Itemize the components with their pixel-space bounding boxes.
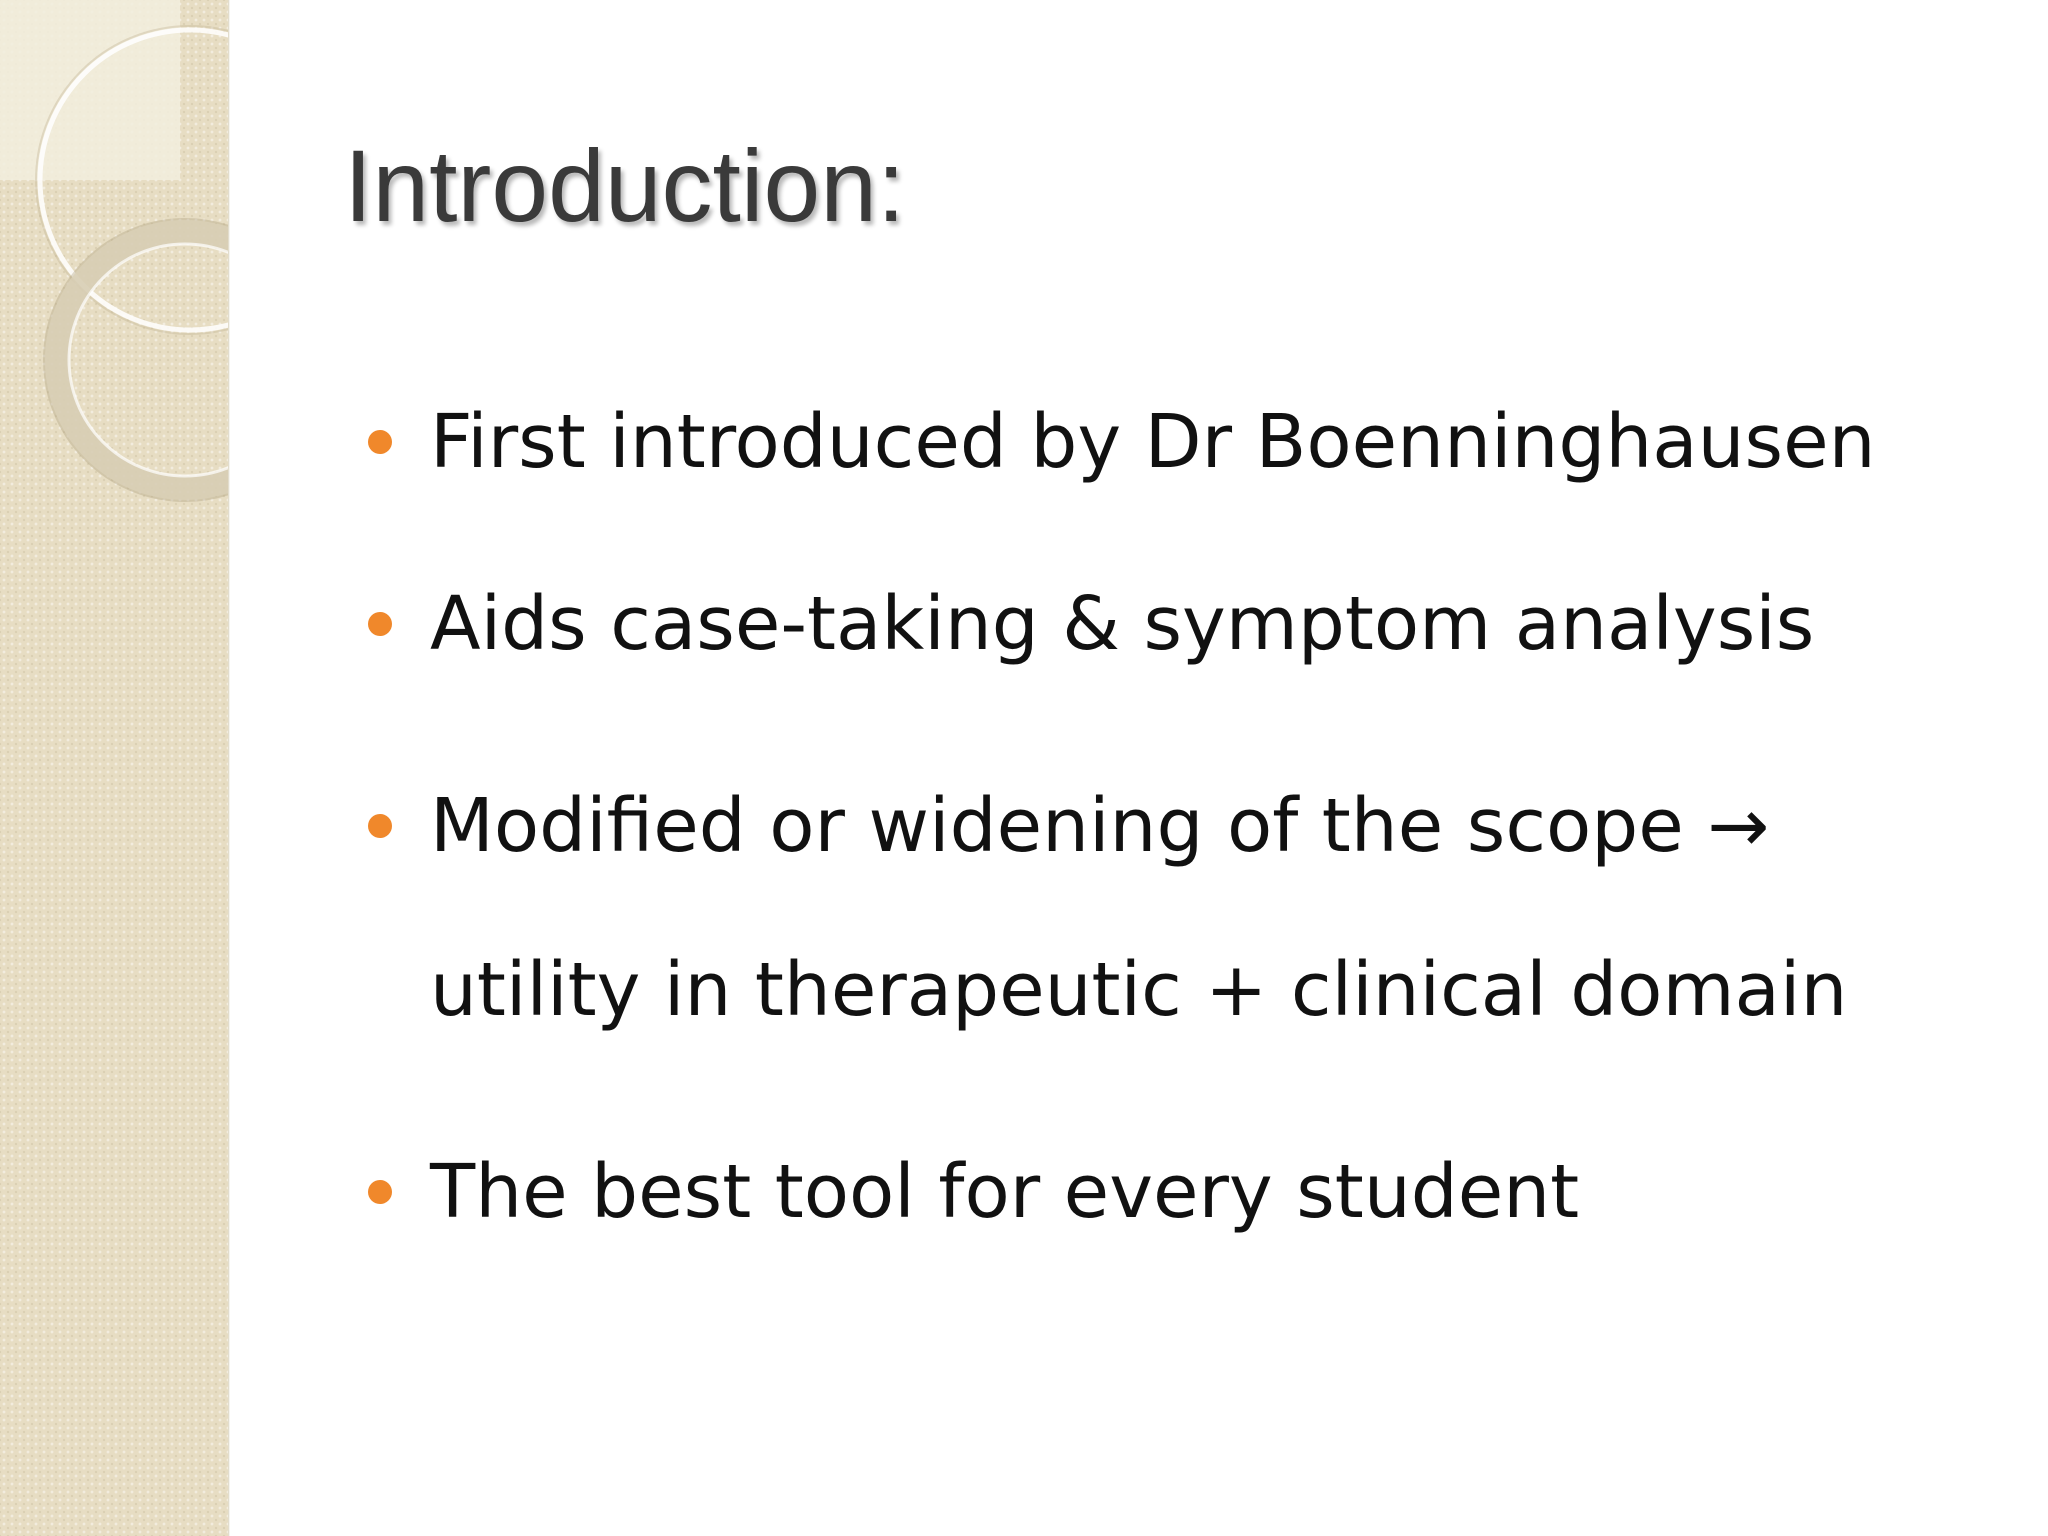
bullet-text: Aids case-taking & symptom analysis (430, 581, 1815, 667)
bullet-dot-icon (368, 814, 392, 838)
bullet-item (360, 562, 2000, 686)
bullet-dot-icon (368, 430, 392, 454)
decorative-side-panel (0, 0, 228, 1536)
bullet-text: First introduced by Dr Boenninghausen (430, 399, 1876, 485)
bullet-text: Modified or widening of the scope → utility in therapeutic + clinical domain (430, 783, 1848, 1033)
decorative-rings (0, 0, 228, 520)
slide-title: Introduction: (344, 129, 906, 243)
bullet-item (360, 744, 2000, 1072)
bullet-dot-icon (368, 1180, 392, 1204)
bullet-text: The best tool for every student (430, 1149, 1580, 1235)
bullet-dot-icon (368, 612, 392, 636)
bullet-list (360, 380, 2000, 1312)
bullet-item (360, 380, 2000, 504)
bullet-item (360, 1130, 2000, 1254)
